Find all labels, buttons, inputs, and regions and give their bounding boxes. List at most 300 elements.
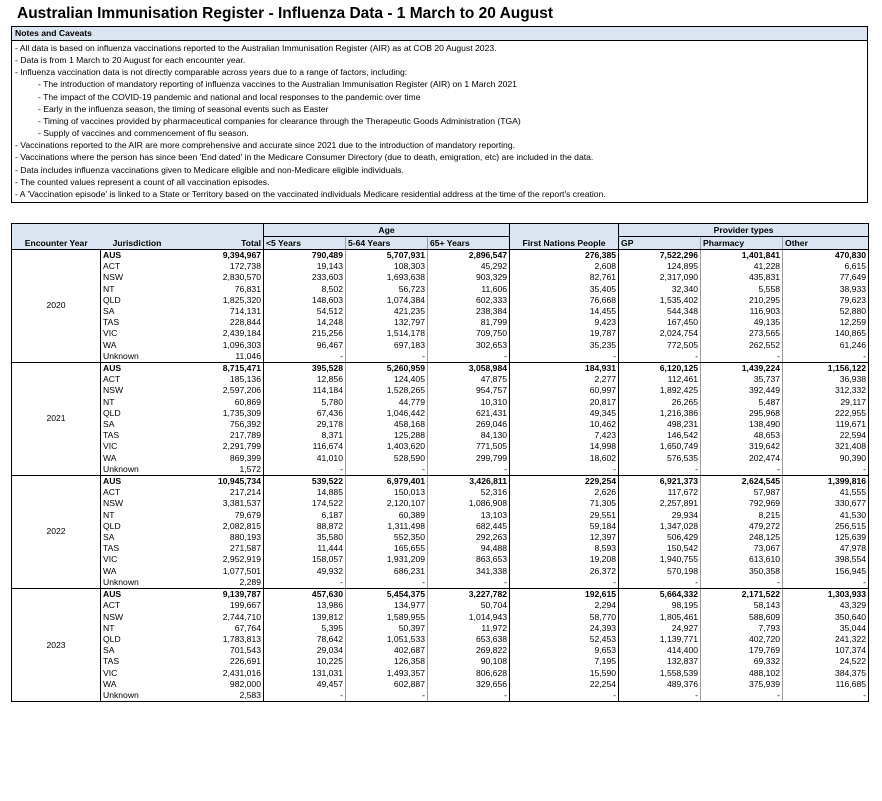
cell-pharmacy: 273,565 — [701, 328, 783, 339]
table-row — [12, 498, 869, 509]
page-title: Australian Immunisation Register - Influenza Data - 1 March to 20 August — [17, 5, 553, 22]
cell-total: 9,394,967 — [174, 250, 264, 262]
cell-age-65: 302,653 — [428, 340, 510, 351]
cell-age-lt5: 6,187 — [264, 510, 346, 521]
cell-age-lt5: 158,057 — [264, 554, 346, 565]
cell-other: 43,329 — [783, 600, 869, 611]
table-row — [12, 577, 869, 589]
cell-pharmacy: 1,401,841 — [701, 250, 783, 262]
cell-age-lt5: 14,885 — [264, 487, 346, 498]
cell-age-5-64: 56,723 — [346, 284, 428, 295]
cell-jurisdiction: NSW — [103, 272, 124, 283]
table-row — [12, 430, 869, 441]
cell-first-nations: 49,345 — [510, 408, 619, 419]
cell-age-lt5: 114,184 — [264, 385, 346, 396]
cell-other: 384,375 — [783, 668, 869, 679]
cell-first-nations: 60,997 — [510, 385, 619, 396]
cell-age-65: 1,014,943 — [428, 612, 510, 623]
cell-total: 2,439,184 — [222, 328, 261, 339]
cell-age-5-64: 5,454,375 — [346, 589, 428, 601]
table-row — [12, 351, 869, 363]
cell-total: 2,583 — [174, 690, 264, 702]
cell-first-nations: 9,653 — [510, 645, 619, 656]
cell-age-65: 341,338 — [428, 566, 510, 577]
cell-pharmacy: 402,720 — [701, 634, 783, 645]
cell-first-nations: 9,423 — [510, 317, 619, 328]
cell-age-5-64: - — [346, 577, 428, 589]
table-row — [12, 679, 869, 690]
note-item: - Timing of vaccines provided by pharmaceutical companies for clearance through the Therapeutic Goods Administration (TGA) — [38, 115, 521, 126]
cell-gp: 1,805,461 — [619, 612, 701, 623]
cell-age-65: - — [428, 351, 510, 363]
cell-other: 29,117 — [783, 397, 869, 408]
cell-age-5-64: 421,235 — [346, 306, 428, 317]
cell-age-5-64: 5,260,959 — [346, 363, 428, 375]
cell-total: 869,399 — [229, 452, 261, 463]
cell-age-65: 653,638 — [428, 634, 510, 645]
cell-age-5-64: 126,358 — [346, 656, 428, 667]
cell-other: - — [783, 351, 869, 363]
cell-age-lt5: 35,580 — [264, 532, 346, 543]
cell-first-nations: 52,453 — [510, 634, 619, 645]
cell-pharmacy: 35,737 — [701, 374, 783, 385]
cell-gp: 570,198 — [619, 566, 701, 577]
cell-age-lt5: 12,856 — [264, 374, 346, 385]
cell-other: 1,399,816 — [783, 476, 869, 488]
cell-age-5-64: 1,931,209 — [346, 554, 428, 565]
cell-first-nations: 192,615 — [510, 589, 619, 601]
table-row — [12, 408, 869, 419]
cell-pharmacy: 57,987 — [701, 487, 783, 498]
table-row — [12, 476, 869, 488]
cell-age-65: 621,431 — [428, 408, 510, 419]
col-header-age-5-64: 5-64 Years — [346, 237, 428, 250]
cell-other: 156,945 — [783, 566, 869, 577]
cell-gp: 1,940,755 — [619, 554, 701, 565]
cell-other: 256,515 — [783, 521, 869, 532]
cell-total: 2,597,206 — [222, 385, 261, 396]
cell-first-nations: 35,405 — [510, 284, 619, 295]
cell-age-lt5: 96,467 — [264, 340, 346, 351]
cell-total: 1,096,303 — [222, 339, 261, 350]
cell-gp: 772,505 — [619, 340, 701, 351]
cell-age-5-64: 1,493,357 — [346, 668, 428, 679]
cell-age-65: 81,799 — [428, 317, 510, 328]
cell-age-5-64: 134,977 — [346, 600, 428, 611]
header-corner — [12, 224, 101, 237]
cell-age-65: 238,384 — [428, 306, 510, 317]
cell-gp: 1,892,425 — [619, 385, 701, 396]
cell-total: 756,392 — [229, 419, 261, 430]
table-row — [12, 645, 869, 656]
cell-total: 1,572 — [174, 464, 264, 476]
cell-total: 714,131 — [229, 306, 261, 317]
table-row — [12, 441, 869, 452]
cell-gp: 98,195 — [619, 600, 701, 611]
cell-pharmacy: 295,968 — [701, 408, 783, 419]
cell-other: 222,955 — [783, 408, 869, 419]
cell-pharmacy: 202,474 — [701, 453, 783, 464]
cell-jurisdiction: NSW — [103, 385, 124, 396]
cell-total: 226,691 — [229, 656, 261, 667]
cell-jurisdiction: SA — [103, 419, 115, 430]
cell-other: 350,640 — [783, 612, 869, 623]
cell-age-lt5: 29,034 — [264, 645, 346, 656]
cell-jurisdiction: VIC — [103, 667, 118, 678]
cell-age-65: 52,316 — [428, 487, 510, 498]
cell-age-5-64: 1,074,384 — [346, 295, 428, 306]
cell-jurisdiction: WA — [103, 565, 117, 576]
col-header-pharmacy: Pharmacy — [701, 237, 783, 250]
cell-total: 271,587 — [229, 543, 261, 554]
cell-jurisdiction: NT — [103, 396, 115, 407]
cell-other: 241,322 — [783, 634, 869, 645]
note-item: - A 'Vaccination episode' is linked to a State or Territory based on the vaccinated individuals Medicare residential address at the time of the report's creation. — [15, 188, 606, 199]
cell-jurisdiction: AUS — [101, 589, 174, 601]
cell-jurisdiction: NT — [103, 622, 115, 633]
cell-jurisdiction: WA — [103, 452, 117, 463]
cell-jurisdiction: AUS — [101, 250, 174, 262]
cell-first-nations: 59,184 — [510, 521, 619, 532]
cell-pharmacy: 588,609 — [701, 612, 783, 623]
cell-age-65: 682,445 — [428, 521, 510, 532]
cell-age-5-64: 1,051,533 — [346, 634, 428, 645]
cell-age-65: 602,333 — [428, 295, 510, 306]
cell-age-lt5: - — [264, 690, 346, 702]
notes-heading: Notes and Caveats — [12, 27, 867, 41]
table-row — [12, 272, 869, 283]
cell-total: 9,139,787 — [174, 589, 264, 601]
table-row — [12, 600, 869, 611]
cell-pharmacy: 2,171,522 — [701, 589, 783, 601]
cell-jurisdiction: ACT — [103, 374, 121, 385]
cell-pharmacy: 1,439,224 — [701, 363, 783, 375]
col-header-encounter-year: Encounter Year — [12, 237, 101, 250]
cell-pharmacy: 69,332 — [701, 656, 783, 667]
cell-jurisdiction: Unknown — [101, 577, 174, 589]
cell-pharmacy: 479,272 — [701, 521, 783, 532]
cell-total: 2,082,815 — [222, 520, 261, 531]
cell-gp: 1,558,539 — [619, 668, 701, 679]
table-row — [12, 284, 869, 295]
cell-age-5-64: 602,887 — [346, 679, 428, 690]
cell-age-65: 771,505 — [428, 441, 510, 452]
cell-other: 6,615 — [783, 261, 869, 272]
table-header — [12, 224, 869, 250]
cell-pharmacy: 138,490 — [701, 419, 783, 430]
cell-age-lt5: 174,522 — [264, 498, 346, 509]
cell-first-nations: 82,761 — [510, 272, 619, 283]
encounter-year-cell: 2023 — [12, 589, 101, 702]
table-row — [12, 521, 869, 532]
cell-total: 185,136 — [229, 374, 261, 385]
cell-pharmacy: 2,624,545 — [701, 476, 783, 488]
cell-age-lt5: 19,143 — [264, 261, 346, 272]
cell-age-lt5: 29,178 — [264, 419, 346, 430]
cell-other: 330,677 — [783, 498, 869, 509]
cell-other: 41,530 — [783, 510, 869, 521]
cell-total: 67,764 — [234, 622, 261, 633]
table-body — [12, 250, 869, 702]
col-header-total: Total — [174, 237, 264, 250]
note-item: - All data is based on influenza vaccinations reported to the Australian Immunisation Register (AIR) as at COB 20 August 2023. — [15, 43, 497, 53]
note-item: - Supply of vaccines and commencement of flu season. — [38, 128, 249, 139]
cell-jurisdiction: ACT — [103, 487, 121, 498]
cell-age-lt5: 116,674 — [264, 441, 346, 452]
cell-pharmacy: 392,449 — [701, 385, 783, 396]
cell-pharmacy: 49,135 — [701, 317, 783, 328]
cell-age-lt5: 131,031 — [264, 668, 346, 679]
col-header-jurisdiction: Jurisdiction — [101, 237, 174, 250]
cell-jurisdiction: NT — [103, 283, 115, 294]
cell-age-lt5: 49,932 — [264, 566, 346, 577]
cell-other: 107,374 — [783, 645, 869, 656]
cell-age-5-64: 108,303 — [346, 261, 428, 272]
cell-first-nations: 18,602 — [510, 453, 619, 464]
cell-gp: - — [619, 351, 701, 363]
table-row — [12, 295, 869, 306]
cell-first-nations: 10,462 — [510, 419, 619, 430]
cell-age-65: 45,292 — [428, 261, 510, 272]
cell-gp: 498,231 — [619, 419, 701, 430]
cell-first-nations: 2,608 — [510, 261, 619, 272]
cell-age-lt5: - — [264, 464, 346, 476]
header-spacer — [174, 224, 264, 237]
cell-first-nations: 229,254 — [510, 476, 619, 488]
note-item: - Data is from 1 March to 20 August for each encounter year. — [15, 55, 246, 66]
cell-total: 2,291,799 — [222, 441, 261, 452]
cell-gp: 146,542 — [619, 430, 701, 441]
table-row — [12, 453, 869, 464]
cell-age-5-64: 124,405 — [346, 374, 428, 385]
note-item: - Early in the influenza season, the timing of seasonal events such as Easter — [38, 103, 329, 114]
cell-pharmacy: 5,558 — [701, 284, 783, 295]
cell-other: 1,303,933 — [783, 589, 869, 601]
cell-pharmacy: 5,487 — [701, 397, 783, 408]
cell-age-lt5: 67,436 — [264, 408, 346, 419]
cell-gp: 29,934 — [619, 510, 701, 521]
cell-pharmacy: - — [701, 690, 783, 702]
cell-first-nations: 22,254 — [510, 679, 619, 690]
table-row — [12, 250, 869, 262]
cell-first-nations: 14,455 — [510, 306, 619, 317]
cell-age-65: 269,046 — [428, 419, 510, 430]
cell-age-65: 13,103 — [428, 510, 510, 521]
cell-first-nations: 35,235 — [510, 340, 619, 351]
influenza-data-table — [11, 223, 869, 702]
cell-age-65: 329,656 — [428, 679, 510, 690]
cell-gp: 1,347,028 — [619, 521, 701, 532]
cell-age-65: 292,263 — [428, 532, 510, 543]
cell-age-5-64: 2,120,107 — [346, 498, 428, 509]
cell-total: 982,000 — [229, 678, 261, 689]
table-row — [12, 306, 869, 317]
cell-other: 116,685 — [783, 679, 869, 690]
cell-other: 41,555 — [783, 487, 869, 498]
cell-gp: 489,376 — [619, 679, 701, 690]
note-item: - The counted values represent a count of all vaccination episodes. — [15, 176, 270, 187]
cell-other: 47,978 — [783, 543, 869, 554]
cell-jurisdiction: TAS — [103, 656, 120, 667]
cell-total: 2,431,016 — [222, 667, 261, 678]
cell-jurisdiction: VIC — [103, 554, 118, 565]
cell-age-5-64: 150,013 — [346, 487, 428, 498]
cell-other: 35,044 — [783, 623, 869, 634]
cell-total: 76,831 — [234, 283, 261, 294]
cell-pharmacy: 248,125 — [701, 532, 783, 543]
cell-first-nations: - — [510, 577, 619, 589]
cell-first-nations: - — [510, 464, 619, 476]
cell-age-5-64: - — [346, 690, 428, 702]
cell-age-65: 11,606 — [428, 284, 510, 295]
note-item: - Influenza vaccination data is not directly comparable across years due to a range of factors, including: — [15, 67, 408, 78]
header-spacer — [510, 224, 619, 237]
cell-gp: 544,348 — [619, 306, 701, 317]
note-item: - Vaccinations reported to the AIR are more comprehensive and accurate since 2021 due to the introduction of mandatory reporting. — [15, 140, 515, 151]
table-row — [12, 487, 869, 498]
cell-age-lt5: 13,986 — [264, 600, 346, 611]
cell-gp: 5,664,332 — [619, 589, 701, 601]
table-row — [12, 317, 869, 328]
cell-gp: 150,542 — [619, 543, 701, 554]
cell-pharmacy: 116,903 — [701, 306, 783, 317]
cell-pharmacy: 375,939 — [701, 679, 783, 690]
cell-pharmacy: 613,610 — [701, 554, 783, 565]
cell-age-65: 269,822 — [428, 645, 510, 656]
cell-age-65: 3,426,811 — [428, 476, 510, 488]
cell-total: 79,679 — [234, 509, 261, 520]
cell-total: 2,289 — [174, 577, 264, 589]
table-row — [12, 612, 869, 623]
cell-first-nations: 26,372 — [510, 566, 619, 577]
cell-age-65: 709,750 — [428, 328, 510, 339]
cell-jurisdiction: SA — [103, 645, 115, 656]
cell-other: 125,639 — [783, 532, 869, 543]
cell-jurisdiction: QLD — [103, 520, 121, 531]
cell-age-65: 2,896,547 — [428, 250, 510, 262]
cell-total: 880,193 — [229, 532, 261, 543]
table-row — [12, 656, 869, 667]
cell-other: 312,332 — [783, 385, 869, 396]
cell-first-nations: 7,195 — [510, 656, 619, 667]
cell-age-lt5: 5,780 — [264, 397, 346, 408]
cell-total: 1,825,320 — [222, 294, 261, 305]
cell-age-5-64: 5,707,931 — [346, 250, 428, 262]
cell-pharmacy: 73,067 — [701, 543, 783, 554]
cell-pharmacy: 58,143 — [701, 600, 783, 611]
cell-other: 79,623 — [783, 295, 869, 306]
cell-total: 2,952,919 — [222, 554, 261, 565]
cell-jurisdiction: TAS — [103, 317, 120, 328]
cell-other: - — [783, 464, 869, 476]
cell-first-nations: 29,551 — [510, 510, 619, 521]
cell-jurisdiction: SA — [103, 306, 115, 317]
cell-pharmacy: 179,769 — [701, 645, 783, 656]
cell-jurisdiction: QLD — [103, 294, 121, 305]
cell-age-lt5: - — [264, 351, 346, 363]
cell-pharmacy: 210,295 — [701, 295, 783, 306]
cell-gp: 6,921,373 — [619, 476, 701, 488]
table-row — [12, 340, 869, 351]
table-row — [12, 328, 869, 339]
cell-jurisdiction: TAS — [103, 430, 120, 441]
cell-age-5-64: 458,168 — [346, 419, 428, 430]
cell-total: 228,844 — [229, 317, 261, 328]
cell-first-nations: 19,208 — [510, 554, 619, 565]
cell-age-lt5: 10,225 — [264, 656, 346, 667]
cell-jurisdiction: Unknown — [101, 690, 174, 702]
cell-jurisdiction: NT — [103, 509, 115, 520]
cell-other: - — [783, 690, 869, 702]
cell-age-lt5: 233,603 — [264, 272, 346, 283]
notes-panel — [11, 26, 868, 203]
cell-pharmacy: 8,215 — [701, 510, 783, 521]
table-row — [12, 385, 869, 396]
cell-gp: - — [619, 464, 701, 476]
cell-jurisdiction: QLD — [103, 407, 121, 418]
table-row — [12, 634, 869, 645]
note-item: - Data includes influenza vaccinations given to Medicare eligible and non-Medicare eligible individuals. — [15, 164, 404, 175]
table-row — [12, 510, 869, 521]
cell-gp: 132,837 — [619, 656, 701, 667]
age-group-header: Age — [264, 224, 510, 237]
cell-age-lt5: 148,603 — [264, 295, 346, 306]
cell-gp: 6,120,125 — [619, 363, 701, 375]
cell-age-lt5: 790,489 — [264, 250, 346, 262]
cell-jurisdiction: SA — [103, 532, 115, 543]
cell-gp: 1,650,749 — [619, 441, 701, 452]
cell-other: 22,594 — [783, 430, 869, 441]
cell-first-nations: 8,593 — [510, 543, 619, 554]
cell-age-lt5: 139,812 — [264, 612, 346, 623]
cell-age-5-64: 1,403,620 — [346, 441, 428, 452]
cell-gp: 2,317,090 — [619, 272, 701, 283]
cell-age-5-64: 1,311,498 — [346, 521, 428, 532]
cell-age-lt5: 88,872 — [264, 521, 346, 532]
cell-age-65: 806,628 — [428, 668, 510, 679]
cell-other: 36,938 — [783, 374, 869, 385]
cell-total: 217,789 — [229, 430, 261, 441]
cell-age-lt5: 8,502 — [264, 284, 346, 295]
provider-group-header: Provider types — [619, 224, 869, 237]
cell-age-5-64: 552,350 — [346, 532, 428, 543]
cell-age-65: 863,653 — [428, 554, 510, 565]
table-row — [12, 397, 869, 408]
cell-total: 1,783,813 — [222, 633, 261, 644]
cell-age-lt5: 8,371 — [264, 430, 346, 441]
cell-gp: 167,450 — [619, 317, 701, 328]
cell-gp: 506,429 — [619, 532, 701, 543]
cell-pharmacy: 435,831 — [701, 272, 783, 283]
cell-jurisdiction: ACT — [103, 600, 121, 611]
cell-age-lt5: 395,528 — [264, 363, 346, 375]
cell-pharmacy: - — [701, 464, 783, 476]
encounter-year-cell: 2022 — [12, 476, 101, 589]
cell-age-5-64: 44,779 — [346, 397, 428, 408]
cell-age-lt5: - — [264, 577, 346, 589]
cell-age-65: 10,310 — [428, 397, 510, 408]
note-item: - The impact of the COVID-19 pandemic and national and local responses to the pandemic over time — [38, 91, 421, 102]
cell-jurisdiction: WA — [103, 678, 117, 689]
table-row — [12, 532, 869, 543]
cell-age-5-64: 1,589,955 — [346, 612, 428, 623]
cell-age-lt5: 14,248 — [264, 317, 346, 328]
cell-age-lt5: 41,010 — [264, 453, 346, 464]
cell-gp: 414,400 — [619, 645, 701, 656]
cell-first-nations: 14,998 — [510, 441, 619, 452]
cell-first-nations: 184,931 — [510, 363, 619, 375]
cell-gp: 1,216,386 — [619, 408, 701, 419]
